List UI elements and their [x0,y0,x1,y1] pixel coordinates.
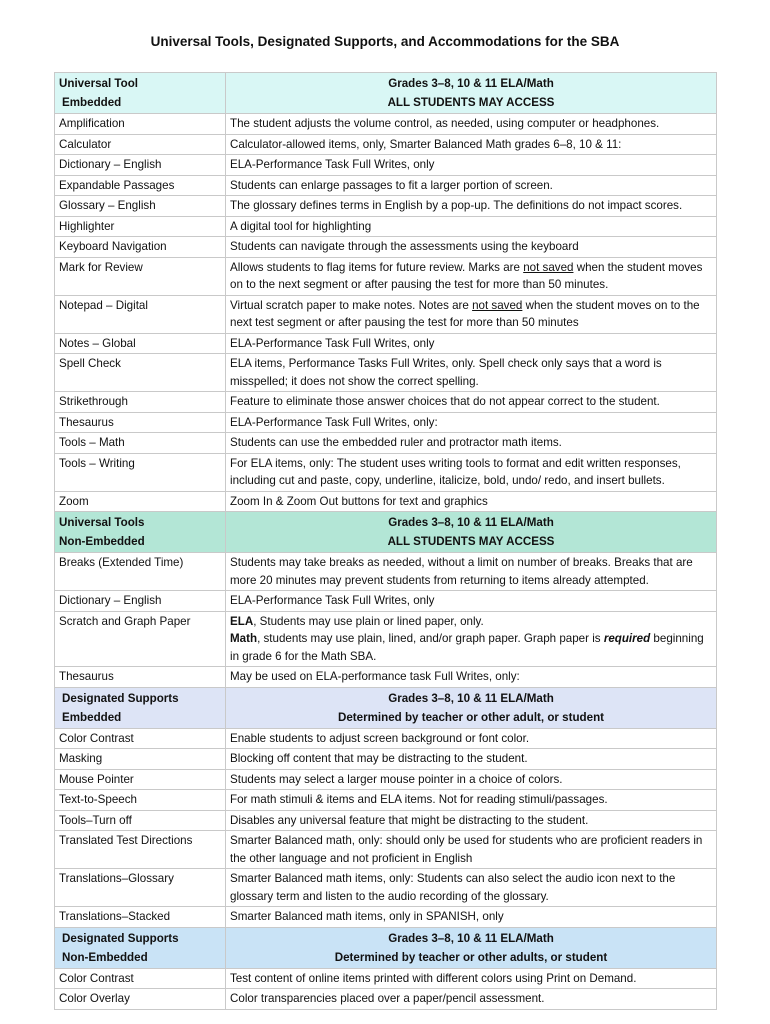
tool-name: Translated Test Directions [55,831,226,869]
tool-description: Test content of online items printed with different colors using Print on Demand. [226,968,717,989]
bold-text: ELA [230,614,254,628]
section-header-grades [226,687,717,728]
emphasis-text: required [603,632,651,645]
table-row [55,749,717,770]
page-title: Universal Tools, Designated Supports, and Accommodations for the SBA [150,34,620,49]
table-row [55,114,717,135]
table-row [55,869,717,907]
table-row [55,667,717,688]
section-header-label [55,687,226,728]
table-row [55,591,717,612]
table-row [55,968,717,989]
tool-name: Dictionary – English [55,155,226,176]
tool-name: Scratch and Graph Paper [55,611,226,667]
header-right-line: Determined by teacher or other adult, or student [337,710,605,724]
section-header-grades [226,512,717,553]
table-row [55,216,717,237]
header-right-line: Grades 3–8, 10 & 11 ELA/Math [388,691,554,705]
tool-name: Translations–Glossary [55,869,226,907]
header-left-line: Non-Embedded [62,950,148,964]
tool-description: Color transparencies placed over a paper/pencil assessment. [226,989,717,1010]
tool-description: Allows students to flag items for future review. Marks are not saved when the student moves on to the next segment or after pausing the test for more than 50 minutes. [226,257,717,295]
table-row [55,392,717,413]
table-row [55,237,717,258]
table-row [55,491,717,512]
table-row [55,333,717,354]
table-row [55,611,717,667]
section-header-label [55,927,226,968]
tool-name: Color Overlay [55,989,226,1010]
tool-description: Students can navigate through the assessments using the keyboard [226,237,717,258]
table-row [55,134,717,155]
tool-name: Expandable Passages [55,175,226,196]
tool-name: Calculator [55,134,226,155]
tool-description: Smarter Balanced math, only: should only be used for students who are proficient readers in the other language and not proficient in English [226,831,717,869]
tool-description: The student adjusts the volume control, as needed, using computer or headphones. [226,114,717,135]
tool-description: ELA, Students may use plain or lined paper, only. Math, students may use plain, lined, and/or graph paper. Graph paper is required beginning in grade 6 for the Math SBA. [226,611,717,667]
section-header-label [55,512,226,553]
header-left-line: Designated Supports [62,691,179,705]
tool-name: Text-to-Speech [55,790,226,811]
section-header-grades [226,927,717,968]
table-row [55,433,717,454]
tool-description: ELA-Performance Task Full Writes, only: [226,412,717,433]
table-row [55,810,717,831]
tool-description: ELA items, Performance Tasks Full Writes, only. Spell check only says that a word is misspelled; it does not show the correct spelling. [226,354,717,392]
tool-name: Mark for Review [55,257,226,295]
tool-name: Dictionary – English [55,591,226,612]
section-header-ds-embedded [55,687,717,728]
tool-description: Calculator-allowed items, only, Smarter Balanced Math grades 6–8, 10 & 11: [226,134,717,155]
section-header-ds-non-embedded [55,927,717,968]
tool-description: The glossary defines terms in English by a pop-up. The definitions do not impact scores. [226,196,717,217]
tool-name: Notepad – Digital [55,295,226,333]
tool-description: Students may select a larger mouse pointer in a choice of colors. [226,769,717,790]
table-row [55,989,717,1010]
tool-description: For math stimuli & items and ELA items. Not for reading stimuli/passages. [226,790,717,811]
header-left-line: Universal Tool [59,77,139,90]
header-left-line: Designated Supports [62,931,179,945]
tool-name: Masking [55,749,226,770]
table-row [55,831,717,869]
table-row [55,453,717,491]
header-right-line: ALL STUDENTS MAY ACCESS [387,96,555,109]
section-header-grades [226,73,717,114]
tool-name: Color Contrast [55,968,226,989]
tool-name: Translations–Stacked [55,907,226,928]
table-row [55,790,717,811]
tool-name: Highlighter [55,216,226,237]
tool-name: Thesaurus [55,667,226,688]
table-row [55,907,717,928]
tool-name: Keyboard Navigation [55,237,226,258]
header-right-line: Grades 3–8, 10 & 11 ELA/Math [388,516,554,529]
tool-name: Strikethrough [55,392,226,413]
header-left-line: Universal Tools [59,516,145,529]
underlined-text: not saved [472,298,523,312]
tool-description: ELA-Performance Task Full Writes, only [226,155,717,176]
table-row [55,354,717,392]
tool-description: Disables any universal feature that might be distracting to the student. [226,810,717,831]
tool-description: Zoom In & Zoom Out buttons for text and graphics [226,491,717,512]
table-row [55,196,717,217]
tool-description: Virtual scratch paper to make notes. Notes are not saved when the student moves on to the next test segment or after pausing the test for more than 50 minutes [226,295,717,333]
tool-name: Breaks (Extended Time) [55,553,226,591]
table-row [55,728,717,749]
tool-description: A digital tool for highlighting [226,216,717,237]
tool-description: Smarter Balanced math items, only: Students can also select the audio icon next to the glossary term and listen to the audio recording of the glossary. [226,869,717,907]
header-left-line: Embedded [62,96,122,109]
header-right-line: ALL STUDENTS MAY ACCESS [387,535,555,548]
tool-description: For ELA items, only: The student uses writing tools to format and edit written responses, including cut and paste, copy, underline, italicize, bold, undo/ redo, and insert bullets. [226,453,717,491]
table-row [55,295,717,333]
section-header-ut-embedded [55,73,717,114]
section-header-ut-non-embedded [55,512,717,553]
header-left-line: Embedded [62,710,122,724]
header-right-line: Grades 3–8, 10 & 11 ELA/Math [388,77,554,90]
table-row [55,412,717,433]
table-row [55,553,717,591]
tool-description: Students can use the embedded ruler and protractor math items. [226,433,717,454]
tool-name: Thesaurus [55,412,226,433]
tool-name: Tools–Turn off [55,810,226,831]
sba-tools-table [54,72,717,1010]
tool-name: Notes – Global [55,333,226,354]
tool-name: Glossary – English [55,196,226,217]
table-row [55,769,717,790]
header-left-line: Non-Embedded [59,535,145,548]
tool-description: Feature to eliminate those answer choices that do not appear correct to the student. [226,392,717,413]
header-right-line: Determined by teacher or other adults, or student [334,950,608,964]
tool-name: Mouse Pointer [55,769,226,790]
tool-name: Amplification [55,114,226,135]
table-row [55,175,717,196]
tool-description: ELA-Performance Task Full Writes, only [226,591,717,612]
underlined-text: not saved [523,260,574,274]
tool-name: Tools – Math [55,433,226,454]
tool-name: Zoom [55,491,226,512]
tool-description: Blocking off content that may be distracting to the student. [226,749,717,770]
tool-description: Smarter Balanced math items, only in SPANISH, only [226,907,717,928]
tool-name: Color Contrast [55,728,226,749]
tool-description: ELA-Performance Task Full Writes, only [226,333,717,354]
bold-text: Math [230,632,258,645]
table-row [55,257,717,295]
tool-description: Enable students to adjust screen background or font color. [226,728,717,749]
section-header-label [55,73,226,114]
tool-description: May be used on ELA-performance task Full Writes, only: [226,667,717,688]
tool-description: Students may take breaks as needed, without a limit on number of breaks. Breaks that are more 20 minutes may prevent students from returning to items already attempted. [226,553,717,591]
header-right-line: Grades 3–8, 10 & 11 ELA/Math [388,931,554,945]
table-row [55,155,717,176]
tool-description: Students can enlarge passages to fit a larger portion of screen. [226,175,717,196]
tool-name: Tools – Writing [55,453,226,491]
tool-name: Spell Check [55,354,226,392]
